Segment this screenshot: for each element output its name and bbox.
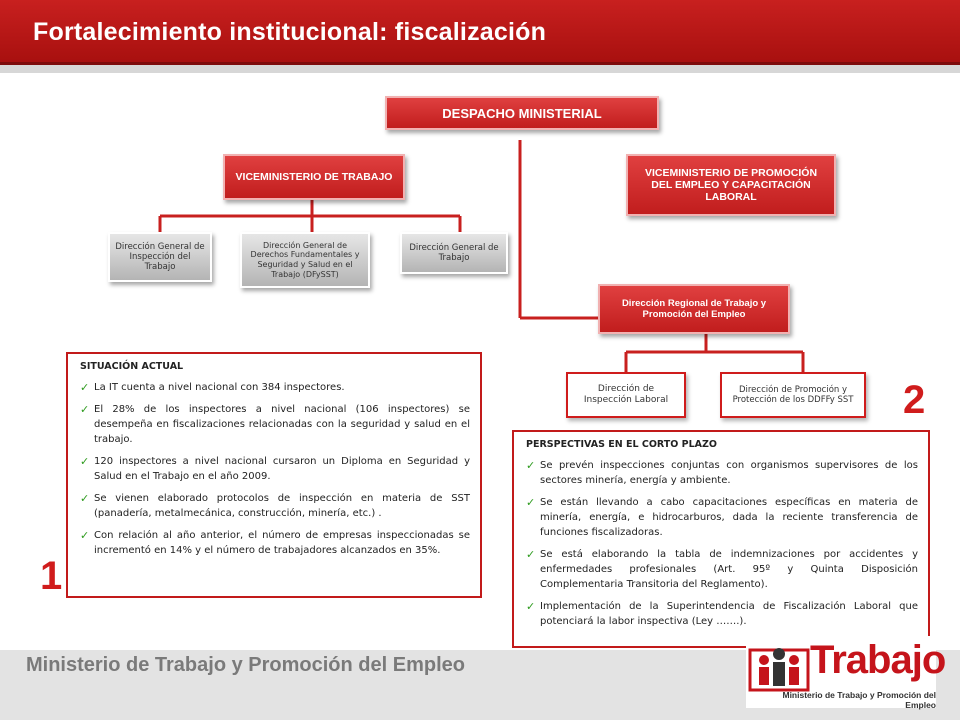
direccion-promocion-box [720, 372, 866, 418]
viceministerio-promocion-box [626, 154, 836, 216]
viceministerio-trabajo-box [223, 154, 405, 200]
list-item-text: Se vienen elaborado protocolos de inspección en materia de SST (panadería, metalmecánica, construcción, minería, etc.) . [94, 493, 470, 520]
list-item-text: Se está elaborando la tabla de indemnizaciones por accidentes y enfermedades profesionales (Art. 95º y Quinta Disposición Complementaria Transitoria del Reglamento). [540, 549, 918, 591]
dg-inspeccion-box [108, 232, 212, 282]
list-item [80, 528, 470, 558]
perspectivas-list [526, 458, 918, 629]
logo-subtitle: Ministerio de Trabajo y Promoción del Empleo [782, 690, 936, 710]
situacion-list [80, 380, 470, 558]
check-icon: ✓ [526, 548, 536, 562]
check-icon: ✓ [526, 496, 536, 510]
list-item [80, 380, 470, 395]
list-item-text: Con relación al año anterior, el número de empresas inspeccionadas se incrementó en 14% y el número de trabajadores alcanzados en 35%. [94, 530, 470, 557]
viceministerio-promocion-label: VICEMINISTERIO DE PROMOCIÓN DEL EMPLEO Y CAPACITACIÓN LABORAL [644, 167, 818, 203]
perspectivas-title: PERSPECTIVAS EN EL CORTO PLAZO [526, 439, 717, 450]
list-item [80, 454, 470, 484]
list-item-text: 120 inspectores a nivel nacional cursaron un Diploma en Seguridad y Salud en el Trabajo en el año 2009. [94, 456, 470, 483]
direccion-regional-box [598, 284, 790, 334]
direccion-inspeccion-laboral-label: Dirección de Inspección Laboral [583, 384, 669, 405]
perspectivas-panel [512, 430, 930, 648]
check-icon: ✓ [80, 492, 90, 506]
direccion-regional-label: Dirección Regional de Trabajo y Promoción del Empleo [621, 298, 767, 320]
situacion-title: SITUACIÓN ACTUAL [80, 361, 184, 372]
list-item-text: Se están llevando a cabo capacitaciones específicas en materia de minería, energía, e hidrocarburos, dada la reciente transferencia de funciones fiscalizadoras. [540, 497, 918, 539]
check-icon: ✓ [80, 381, 90, 395]
page-title: Fortalecimiento institucional: fiscalización [33, 18, 547, 46]
direccion-inspeccion-laboral-box [566, 372, 686, 418]
list-item-text: Implementación de la Superintendencia de Fiscalización Laboral que potenciará la labor inspectiva (Ley …….). [540, 601, 918, 628]
trabajo-logo [746, 636, 946, 710]
footer-ministry-name: Ministerio de Trabajo y Promoción del Empleo [26, 654, 465, 676]
despacho-label: DESPACHO MINISTERIAL [442, 105, 602, 121]
despacho-ministerial-box [385, 96, 659, 130]
list-item [80, 491, 470, 521]
check-icon: ✓ [526, 600, 536, 614]
check-icon: ✓ [80, 529, 90, 543]
list-item [80, 402, 470, 447]
dg-derechos-label: Dirección General de Derechos Fundamentales y Seguridad y Salud en el Trabajo (DFySST) [250, 240, 360, 279]
logo-word: Trabajo [810, 638, 946, 682]
check-icon: ✓ [80, 403, 90, 417]
dg-trabajo-box [400, 232, 508, 274]
viceministerio-trabajo-label: VICEMINISTERIO DE TRABAJO [235, 171, 393, 183]
dg-derechos-box [240, 232, 370, 288]
list-item [526, 495, 918, 540]
list-item [526, 599, 918, 629]
list-item [526, 458, 918, 488]
list-item [526, 547, 918, 592]
list-item-text: La IT cuenta a nivel nacional con 384 inspectores. [94, 382, 345, 394]
direccion-promocion-label: Dirección de Promoción y Protección de los DDFFy SST [732, 384, 854, 405]
section-number-2: 2 [903, 378, 926, 422]
list-item-text: Se prevén inspecciones conjuntas con organismos supervisores de los sectores minería, energía y ambiente. [540, 460, 918, 487]
dg-trabajo-label: Dirección General de Trabajo [409, 242, 499, 263]
people-logo-icon [748, 640, 810, 696]
situacion-actual-panel [66, 352, 482, 598]
check-icon: ✓ [80, 455, 90, 469]
dg-inspeccion-label: Dirección General de Inspección del Trabajo [115, 241, 205, 273]
section-number-1: 1 [40, 554, 63, 598]
check-icon: ✓ [526, 459, 536, 473]
list-item-text: El 28% de los inspectores a nivel nacional (106 inspectores) se desempeña en fiscalizaciones relacionadas con la seguridad y salud en el trabajo. [94, 404, 470, 446]
